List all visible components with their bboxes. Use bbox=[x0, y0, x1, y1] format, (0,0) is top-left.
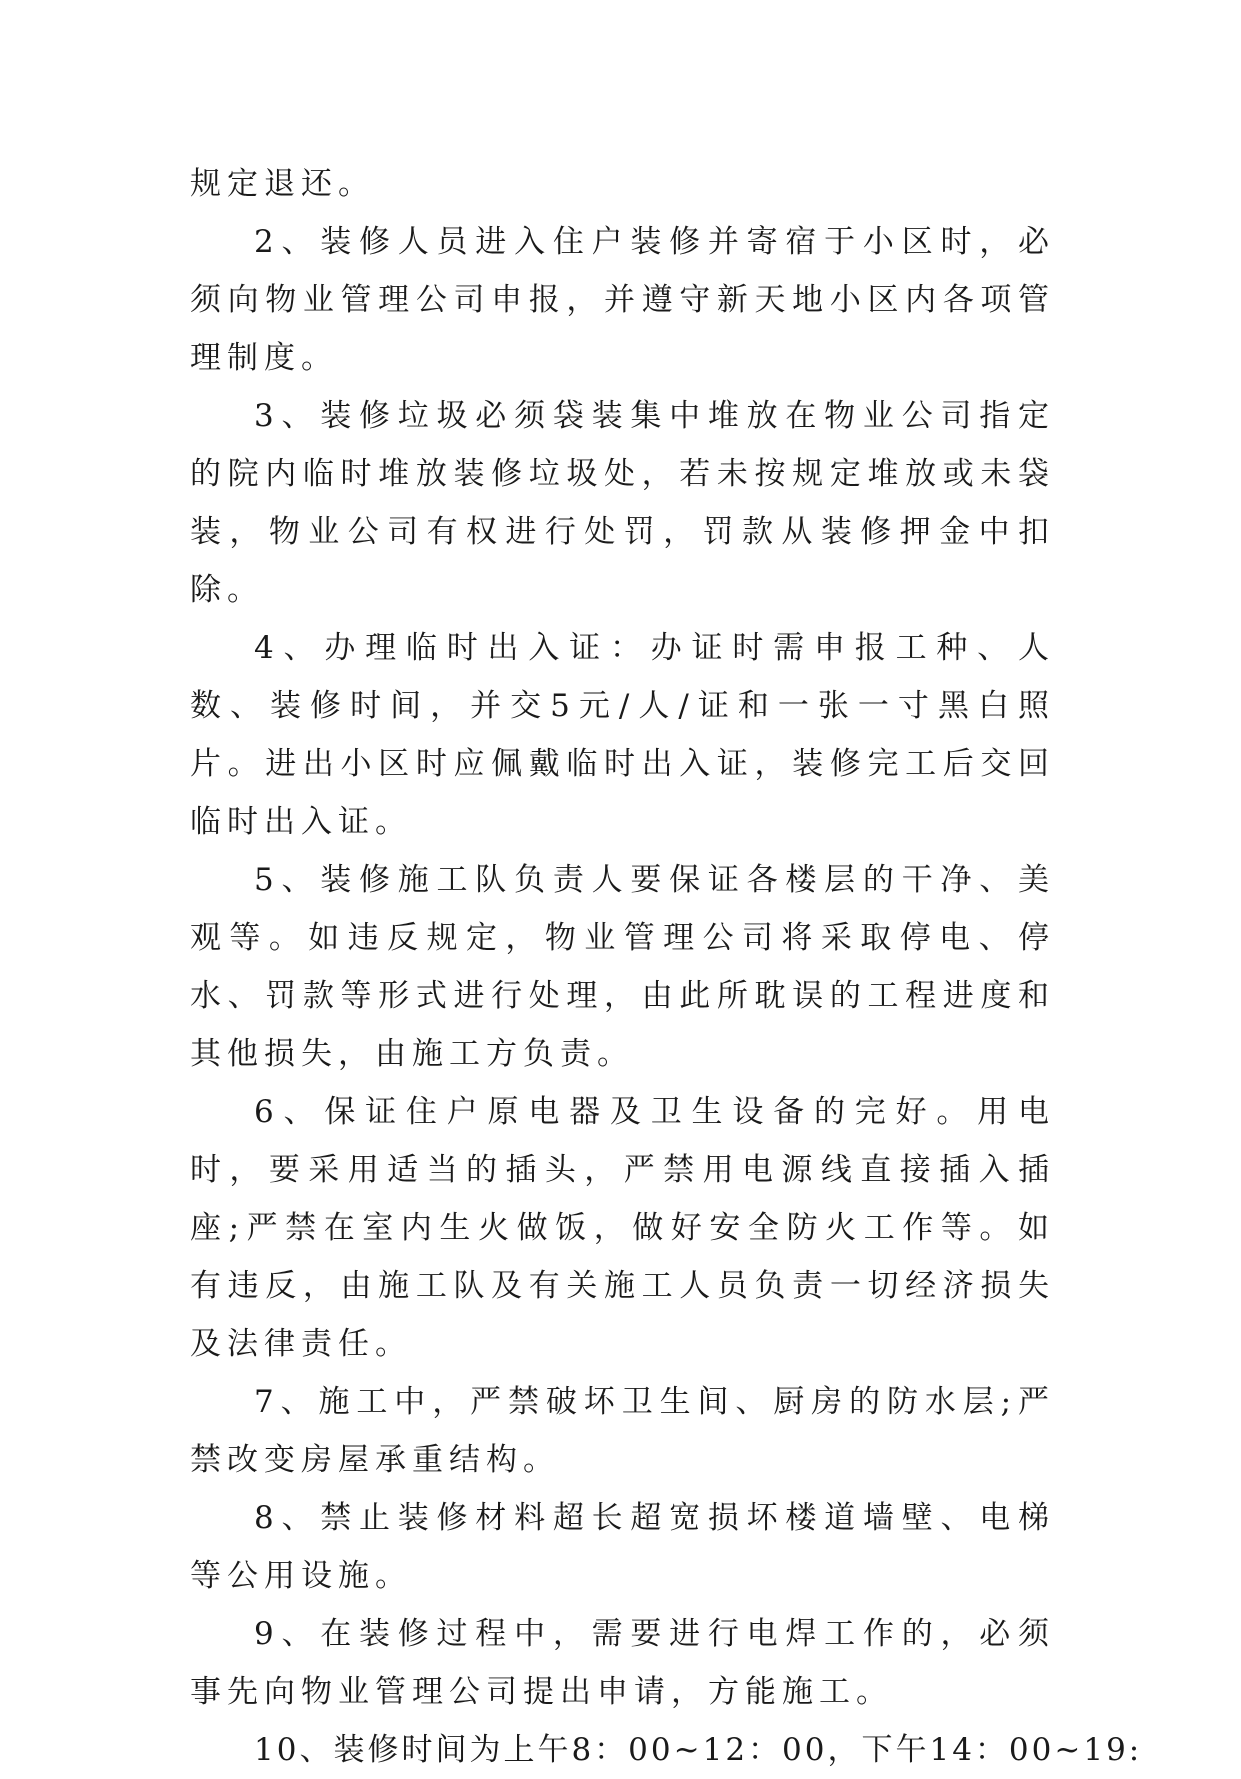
paragraph-item-7: 7、施工中，严禁破坏卫生间、厨房的防水层;严禁改变房屋承重结构。 bbox=[190, 1384, 1055, 1478]
paragraph-item-4: 4、办理临时出入证：办证时需申报工种、人数、装修时间，并交5元/人/证和一张一寸黑白照片。进出小区时应佩戴临时出入证，装修完工后交回临时出入证。 bbox=[190, 630, 1055, 840]
paragraph-item-6: 6、保证住户原电器及卫生设备的完好。用电时，要采用适当的插头，严禁用电源线直接插入插座;严禁在室内生火做饭，做好安全防火工作等。如有违反，由施工队及有关施工人员负责一切经济损失及法律责任。 bbox=[190, 1094, 1055, 1362]
paragraph-continuation: 规定退还。 bbox=[190, 166, 375, 202]
paragraph-item-3: 3、装修垃圾必须袋装集中堆放在物业公司指定的院内临时堆放装修垃圾处，若未按规定堆放或未袋装，物业公司有权进行处罚，罚款从装修押金中扣除。 bbox=[190, 398, 1055, 608]
paragraph-item-8: 8、禁止装修材料超长超宽损坏楼道墙壁、电梯等公用设施。 bbox=[190, 1500, 1055, 1594]
paragraph-item-2: 2、装修人员进入住户装修并寄宿于小区时，必须向物业管理公司申报，并遵守新天地小区内各项管理制度。 bbox=[190, 224, 1055, 376]
paragraph-item-10: 10、装修时间为上午8：00~12：00，下午14：00~19: bbox=[254, 1732, 1143, 1768]
paragraph-item-5: 5、装修施工队负责人要保证各楼层的干净、美观等。如违反规定，物业管理公司将采取停电、停水、罚款等形式进行处理，由此所耽误的工程进度和其他损失，由施工方负责。 bbox=[190, 862, 1055, 1072]
paragraph-item-9: 9、在装修过程中，需要进行电焊工作的，必须事先向物业管理公司提出申请，方能施工。 bbox=[190, 1616, 1055, 1710]
document-body bbox=[190, 155, 1143, 1779]
